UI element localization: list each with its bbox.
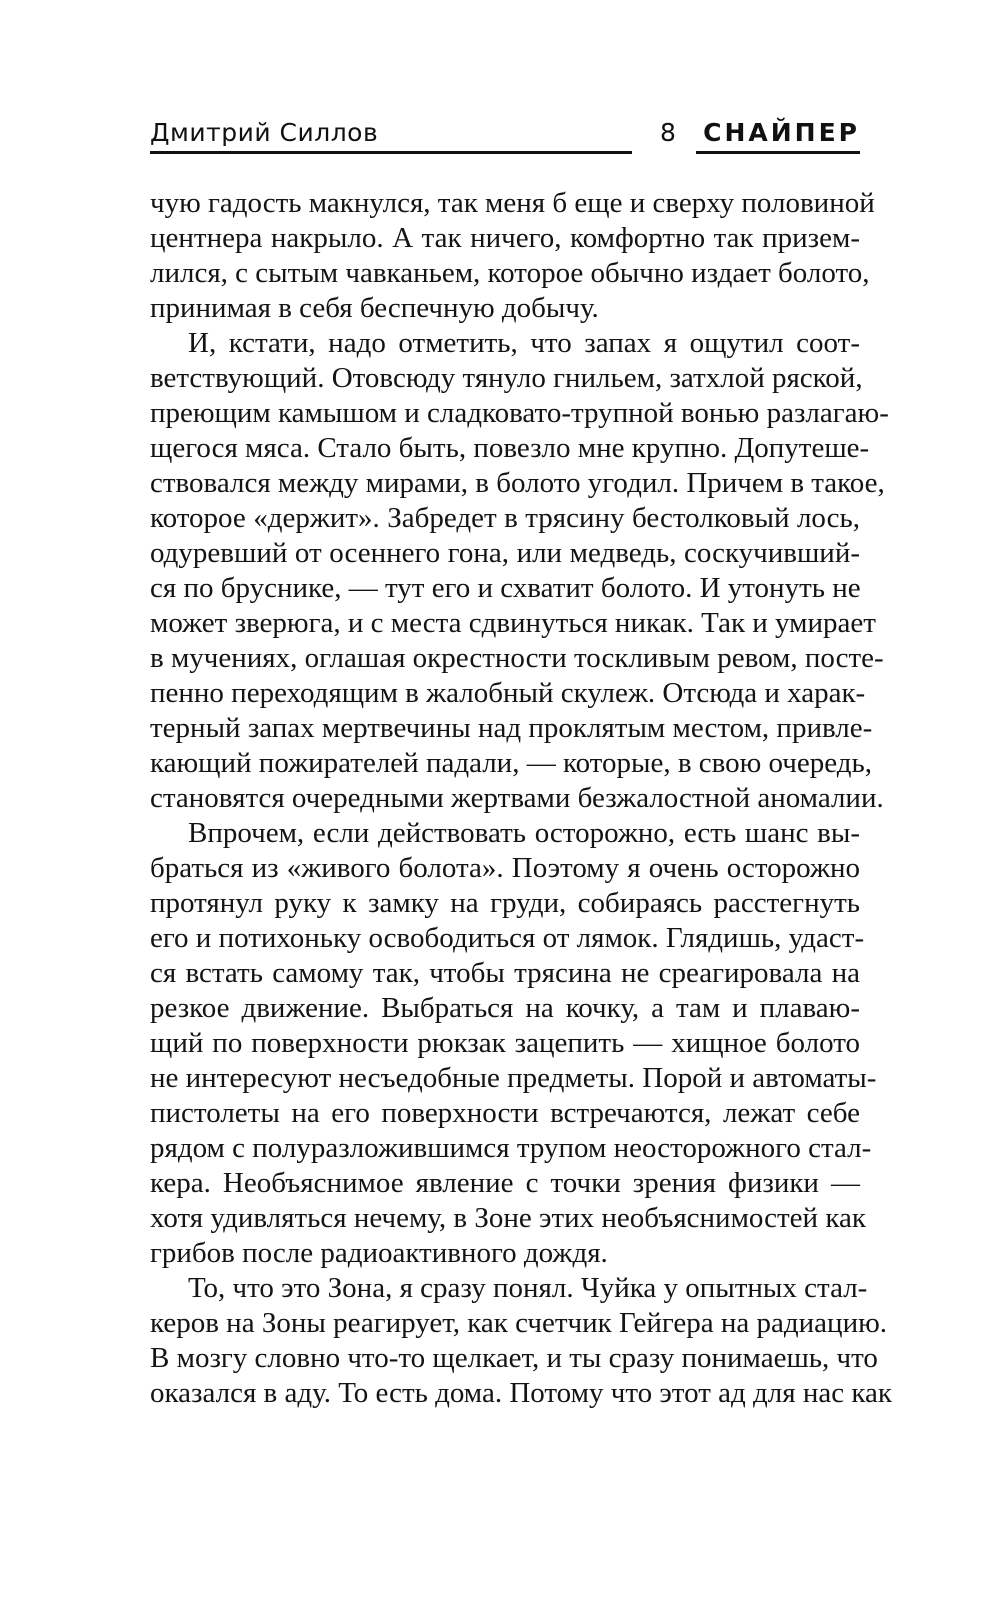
page-number: 8 <box>660 118 676 147</box>
header-rule-right <box>696 151 860 154</box>
text-line: резкое движение. Выбраться на кочку, а там и плаваю- <box>150 992 860 1024</box>
text-line: пенно переходящим в жалобный скулеж. Отсюда и харак- <box>150 677 866 709</box>
text-line: оказался в аду. То есть дома. Потому что этот ад для нас как <box>150 1377 892 1409</box>
text-line: принимая в себя беспечную добычу. <box>150 292 599 324</box>
text-line: И, кстати, надо отметить, что запах я ощутил соот- <box>188 327 860 359</box>
text-line: кающий пожирателей падали, — которые, в свою очередь, <box>150 747 872 779</box>
text-line: В мозгу словно что-то щелкает, и ты сразу понимаешь, что <box>150 1342 878 1374</box>
text-line: которое «держит». Забредет в трясину бестолковый лось, <box>150 502 860 534</box>
text-line: щегося мяса. Стало быть, повезло мне крупно. Допутеше- <box>150 432 870 464</box>
text-line: ствовался между мирами, в болото угодил. Причем в такое, <box>150 467 885 499</box>
text-line: центнера накрыло. А так ничего, комфортно так призем- <box>150 222 860 254</box>
paragraph <box>150 1271 892 1411</box>
text-line: одуревший от осеннего гона, или медведь, соскучивший- <box>150 537 860 569</box>
running-header <box>150 118 860 160</box>
text-line: грибов после радиоактивного дождя. <box>150 1237 608 1269</box>
text-line: ся встать самому так, чтобы трясина не среагировала на <box>150 957 860 989</box>
text-line: щий по поверхности рюкзак зацепить — хищное болото <box>150 1027 860 1059</box>
text-line: чую гадость макнулся, так меня б еще и сверху половиной <box>150 187 875 219</box>
text-line: керов на Зоны реагирует, как счетчик Гейгера на радиацию. <box>150 1307 888 1339</box>
text-line: ся по бруснике, — тут его и схватит болото. И утонуть не <box>150 572 861 604</box>
text-line: в мучениях, оглашая окрестности тоскливым ревом, посте- <box>150 642 884 674</box>
paragraph <box>150 326 889 816</box>
author-name: Дмитрий Силлов <box>150 118 379 147</box>
text-line: преющим камышом и сладковато-трупной вонью разлагаю- <box>150 397 889 429</box>
paragraph <box>150 816 877 1271</box>
text-line: кера. Необъяснимое явление с точки зрения физики — <box>150 1167 860 1199</box>
text-line: не интересуют несъедобные предметы. Порой и автоматы- <box>150 1062 877 1094</box>
text-line: пистолеты на его поверхности встречаются, лежат себе <box>150 1097 860 1129</box>
text-line: браться из «живого болота». Поэтому я очень осторожно <box>150 852 860 884</box>
body-text <box>150 186 892 1411</box>
text-line: То, что это Зона, я сразу понял. Чуйка у опытных стал- <box>188 1272 868 1304</box>
text-line: хотя удивляться нечему, в Зоне этих необъяснимостей как <box>150 1202 866 1234</box>
text-line: может зверюга, и с места сдвинуться никак. Так и умирает <box>150 607 876 639</box>
text-line: рядом с полуразложившимся трупом неосторожного стал- <box>150 1132 872 1164</box>
text-line: Впрочем, если действовать осторожно, есть шанс вы- <box>188 817 860 849</box>
text-line: лился, с сытым чавканьем, которое обычно издает болото, <box>150 257 870 289</box>
text-line: протянул руку к замку на груди, собираясь расстегнуть <box>150 887 860 919</box>
series-title: СНАЙПЕР <box>703 118 860 147</box>
text-line: становятся очередными жертвами безжалостной аномалии. <box>150 782 884 814</box>
header-rule-left <box>150 151 632 154</box>
text-line: ветствующий. Отовсюду тянуло гнильем, затхлой ряской, <box>150 362 863 394</box>
text-line: терный запах мертвечины над проклятым местом, привле- <box>150 712 873 744</box>
paragraph <box>150 186 875 326</box>
text-line: его и потихоньку освободиться от лямок. Глядишь, удаст- <box>150 922 865 954</box>
